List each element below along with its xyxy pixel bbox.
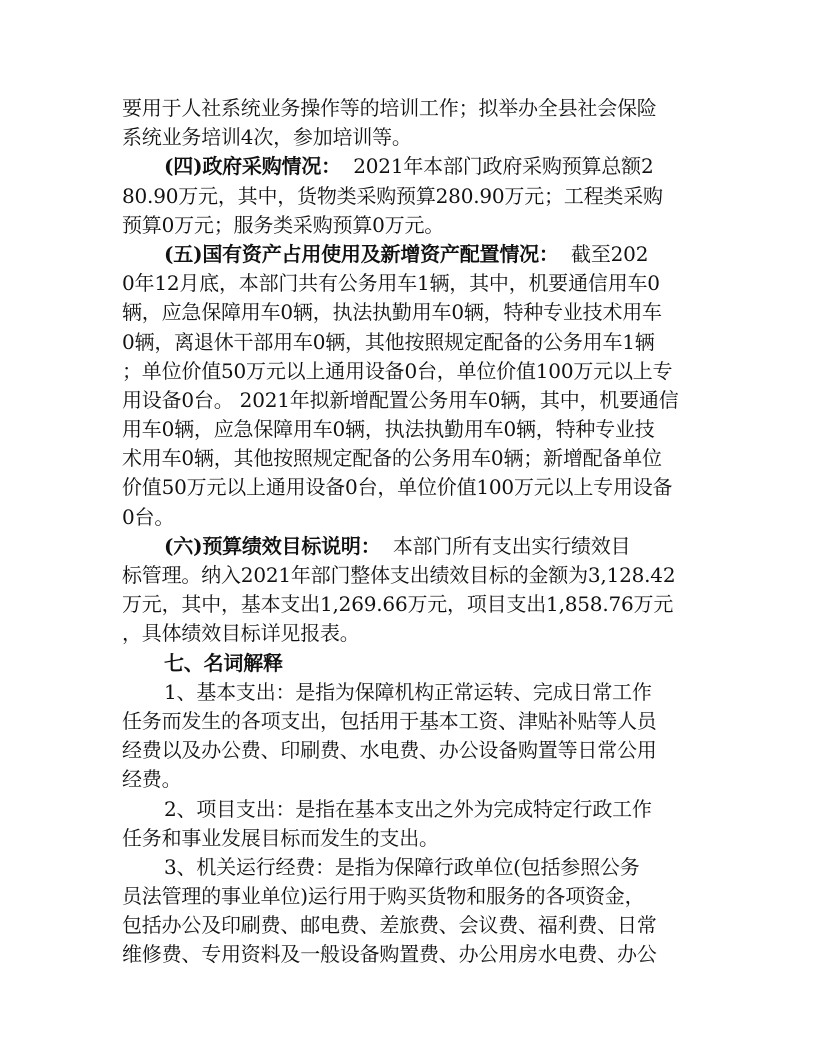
text-line bbox=[122, 678, 702, 707]
line-text: 本部门所有支出实行绩效目 bbox=[380, 533, 631, 558]
text-line bbox=[122, 182, 702, 211]
text-line bbox=[122, 269, 702, 298]
text-line bbox=[122, 328, 702, 357]
line-text: 价值50万元以上通用设备0台，单位价值100万元以上专用设备 bbox=[122, 475, 673, 500]
line-text: 包括办公及印刷费、邮电费、差旅费、会议费、福利费、日常 bbox=[122, 913, 657, 938]
line-text: 任务和事业发展目标而发生的支出。 bbox=[122, 825, 439, 850]
text-line bbox=[122, 882, 702, 911]
line-text: 0台。 bbox=[122, 504, 175, 529]
line-text: 预算0万元；服务类采购预算0万元。 bbox=[122, 212, 445, 237]
line-text: 员法管理的事业单位)运行用于购买货物和服务的各项资金， bbox=[122, 884, 645, 909]
section-heading: 七、名词解释 bbox=[164, 650, 283, 675]
text-line bbox=[122, 707, 702, 736]
line-text: 标管理。纳入2021年部门整体支出绩效目标的金额为3,128.42 bbox=[122, 563, 676, 587]
text-line bbox=[122, 824, 702, 853]
line-text: ；单位价值50万元以上通用设备0台，单位价值100万元以上专 bbox=[122, 358, 673, 383]
line-text: 用车0辆，应急保障用车0辆，执法执勤用车0辆，特种专业技 bbox=[122, 417, 655, 442]
text-lines bbox=[122, 94, 702, 970]
line-text: 1、基本支出：是指为保障机构正常运转、完成日常工作 bbox=[164, 679, 652, 704]
line-text: 80.90万元，其中，货物类采购预算280.90万元；工程类采购 bbox=[122, 183, 663, 208]
text-line bbox=[122, 503, 702, 532]
text-line bbox=[122, 357, 702, 386]
text-line bbox=[122, 765, 702, 794]
line-text: 经费。 bbox=[122, 767, 182, 792]
text-line bbox=[122, 561, 702, 590]
text-line bbox=[122, 298, 702, 327]
line-text: 万元，其中，基本支出1,269.66万元，项目支出1,858.76万元 bbox=[122, 592, 674, 617]
text-line bbox=[122, 94, 702, 123]
line-text: 2021年本部门政府采购预算总额2 bbox=[340, 154, 654, 179]
text-line bbox=[122, 532, 702, 561]
section-heading: (五)国有资产占用使用及新增资产配置情况： bbox=[164, 241, 559, 266]
line-text: 用设备0台。 2021年拟新增配置公务用车0辆，其中，机要通信 bbox=[122, 387, 679, 412]
text-line bbox=[122, 619, 702, 648]
text-line bbox=[122, 940, 702, 969]
section-heading: (六)预算绩效目标说明： bbox=[164, 533, 381, 558]
text-line bbox=[122, 444, 702, 473]
text-line bbox=[122, 211, 702, 240]
line-text: 任务而发生的各项支出，包括用于基本工资、津贴补贴等人员 bbox=[122, 708, 657, 733]
text-line bbox=[122, 795, 702, 824]
text-line bbox=[122, 911, 702, 940]
line-text: ，具体绩效目标详见报表。 bbox=[122, 621, 360, 646]
line-text: 0辆，离退休干部用车0辆，其他按照规定配备的公务用车1辆 bbox=[122, 329, 655, 354]
document-body bbox=[122, 94, 702, 970]
section-heading: (四)政府采购情况： bbox=[164, 154, 341, 179]
line-text: 经费以及办公费、印刷费、水电费、办公设备购置等日常公用 bbox=[122, 738, 657, 763]
text-line bbox=[122, 123, 702, 152]
text-line bbox=[122, 853, 702, 882]
line-text: 辆，应急保障用车0辆，执法执勤用车0辆，特种专业技术用车 bbox=[122, 300, 662, 325]
text-line bbox=[122, 152, 702, 181]
line-text: 要用于人社系统业务操作等的培训工作；拟举办全县社会保险 bbox=[122, 96, 657, 120]
line-text: 截至202 bbox=[558, 241, 649, 266]
text-line bbox=[122, 240, 702, 269]
text-line bbox=[122, 473, 702, 502]
line-text: 维修费、专用资料及一般设备购置费、办公用房水电费、办公 bbox=[122, 942, 657, 967]
text-line bbox=[122, 649, 702, 678]
text-line bbox=[122, 386, 702, 415]
line-text: 2、项目支出：是指在基本支出之外为完成特定行政工作 bbox=[164, 796, 652, 821]
line-text: 术用车0辆，其他按照规定配备的公务用车0辆；新增配备单位 bbox=[122, 446, 662, 471]
text-line bbox=[122, 736, 702, 765]
line-text: 3、机关运行经费：是指为保障行政单位(包括参照公务 bbox=[164, 854, 640, 879]
text-line bbox=[122, 415, 702, 444]
text-line bbox=[122, 590, 702, 619]
line-text: 系统业务培训4次，参加培训等。 bbox=[122, 125, 412, 150]
line-text: 0年12月底，本部门共有公务用车1辆，其中，机要通信用车0 bbox=[122, 271, 660, 296]
